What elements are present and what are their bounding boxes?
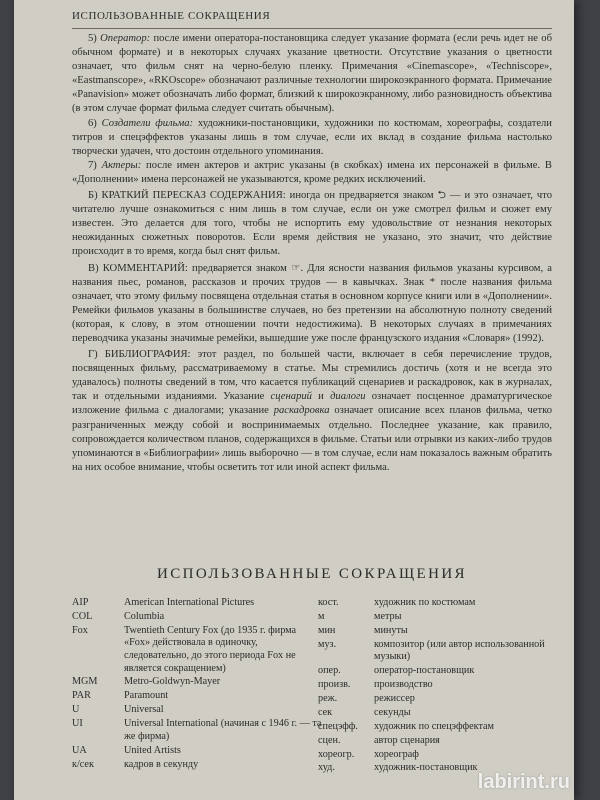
abbreviation-key: сек [318,706,333,718]
abbreviation-value: Paramount [124,690,169,702]
abbreviation-row [318,597,558,610]
abbreviation-key: мин [318,624,336,636]
abbreviation-row [72,690,322,703]
abbreviation-key: кост. [318,597,339,608]
abbreviation-key: муз. [318,638,337,650]
abbreviation-key: UI [72,718,83,730]
abbreviation-row [72,718,322,743]
abbreviation-key: U [72,704,80,716]
abbreviations-right-column [318,597,558,776]
abbreviation-row [318,665,558,678]
abbreviation-key: UA [72,744,87,756]
abbreviation-value: художник по костюмам [374,597,476,608]
abbreviation-value: метры [374,610,402,622]
abbreviation-row [318,611,558,624]
abbreviation-value: кадров в секунду [124,758,199,770]
abbreviation-value: Columbia [124,610,165,622]
abbreviation-row [318,707,558,720]
abbreviation-row [318,639,558,664]
abbreviation-key: спецэфф. [318,720,358,732]
abbreviation-value: художник по спецэффектам [374,720,494,732]
abbreviation-value: Twentieth Century Fox (до 1935 г. фирма «Fox» действовала в одиночку, следовательно, до этого периода Fox не является сокращением) [124,624,297,674]
abbreviation-row [72,611,322,624]
abbreviation-key: AIP [72,597,89,608]
abbreviation-key: опер. [318,665,341,677]
paragraph-summary: Б) КРАТКИЙ ПЕРЕСКАЗ СОДЕРЖАНИЯ: иногда он предваряется знаком ⮌ — и это означает, что читателю лучше ознакомиться с ним лишь в том случае, если он уже смотрел фильм и сюжет ему известен. Это делается для того, чтобы не испортить ему удовольствие от незнания некоторых неожиданных сюжетных поворотов. Если время действия не указано, это значит, что действие происходит в то время, когда был снят фильм. [72,190,552,258]
abbreviation-key: худ. [318,762,335,774]
abbreviations-left-column [72,597,322,772]
abbreviation-row [318,749,558,762]
abbreviation-row [318,735,558,748]
paragraph-creators: 6) Создатели фильма: художники-постановщики, художники по костюмам, хореографы, создатели титров и спецэффектов указаны лишь в том случае, если их вклад в создание фильма настолько творчески удачен, что достоин отдельного упоминания. [72,117,552,157]
abbreviation-row [318,625,558,638]
abbreviation-key: реж. [318,692,338,704]
abbreviation-value: United Artists [124,744,181,756]
abbreviation-key: к/сек [72,758,94,770]
abbreviation-key: COL [72,610,93,622]
abbreviation-key: Fox [72,624,88,636]
abbreviation-row [72,597,322,610]
section-title: ИСПОЛЬЗОВАННЫЕ СОКРАЩЕНИЯ [157,566,467,582]
book-page [14,0,574,800]
abbreviation-row [318,679,558,692]
abbreviation-value: оператор-постановщик [374,665,475,677]
body-text [72,32,552,475]
abbreviation-value: Metro-Goldwyn-Mayer [124,676,221,688]
paragraph-bibliography: Г) БИБЛИОГРАФИЯ: этот раздел, по большей части, включает в себя перечисление трудов, посвященных фильму, рассматриваемому в статье. Мы стремились достичь (хотя и не всегда это удавалось) полноты сведений в том, что касается публикаций сценариев и раскадровок, как в журналах, так и отдельными изданиями. Указание сценарий и диалоги означает посценное драматургическое изложение фильма с диалогами; указание раскадровка означает описание всех планов фильма, четко разграниченных между собой и воспринимаемых отдельно. Последнее указание, как правило, сопровождается количеством планов, содержащихся в фильме. Статьи или отрывки из каких-либо трудов упоминаются в «Библиографии» лишь выборочно — в том случае, если нам показалось важным обратить на них особое внимание, чтобы осветить тот или иной аспект фильма. [72,349,552,473]
abbreviation-key: PAR [72,690,91,702]
paragraph-commentary: В) КОММЕНТАРИЙ: предваряется знаком ☞. Для ясности названия фильмов указаны курсивом, а названия пьес, романов, рассказов и прочих трудов — в кавычках. Знак * после названия фильма означает, что этому фильму посвящена отдельная статья в основном корпусе книги или в «Дополнении». Ремейки фильмов указаны в большинстве случаев, но без претензии на абсолютную полноту сведений (которая, к слову, в этом отношении почти недостижима). В некоторых случаях в примечаниях переводчика указаны значимые ремейки, вышедшие уже после французского издания «Словаря» (1992). [72,262,552,344]
abbreviation-key: произв. [318,679,351,691]
abbreviation-row [318,721,558,734]
abbreviation-value: автор сценария [374,734,440,746]
abbreviation-value: Universal [124,704,164,716]
running-head: ИСПОЛЬЗОВАННЫЕ СОКРАЩЕНИЯ [72,10,552,29]
watermark-logo: labirint.ru [477,771,570,793]
abbreviation-value: производство [374,679,433,691]
abbreviation-row [72,759,322,772]
abbreviation-value: American International Pictures [124,597,255,608]
abbreviation-row [318,693,558,706]
abbreviation-value: режиссер [374,692,415,704]
abbreviation-value: минуты [374,624,408,636]
abbreviation-value: хореограф [374,748,419,760]
abbreviation-value: Universal International (начиная с 1946 г. — та же фирма) [124,718,322,742]
abbreviation-value: композитор (или автор использованной музыки) [374,638,545,663]
abbreviation-key: хореогр. [318,748,355,760]
abbreviation-key: сцен. [318,734,341,746]
abbreviation-key: MGM [72,676,98,688]
abbreviation-value: секунды [374,706,411,718]
paragraph-actors: 7) Актеры: после имен актеров и актрис указаны (в скобках) имена их персонажей в фильме. В «Дополнении» имена персонажей не указываются, кроме редких исключений. [72,159,552,185]
abbreviation-row [72,745,322,758]
abbreviation-value: художник-постановщик [374,762,478,774]
abbreviation-row [72,704,322,717]
abbreviation-row [72,676,322,689]
abbreviation-key: м [318,610,325,622]
paragraph-operator: 5) Оператор: после имени оператора-постановщика следует указание формата (если речь идет не об обычном формате) и в некоторых случаях указание цветности. Отсутствие указания о цветности означает, что фильм снят на черно-белую пленку. Примечания «Cinemascope», «Techniscope», «Eastmanscope», «RKOscope» обозначают различные технологии широкоэкранного формата. Примечание «Panavision» может обозначать либо формат, близкий к широкоэкранному, либо разновидность объектива (в этом случае формат фильма следует считать обычным). [72,33,552,115]
abbreviation-row [72,625,322,675]
